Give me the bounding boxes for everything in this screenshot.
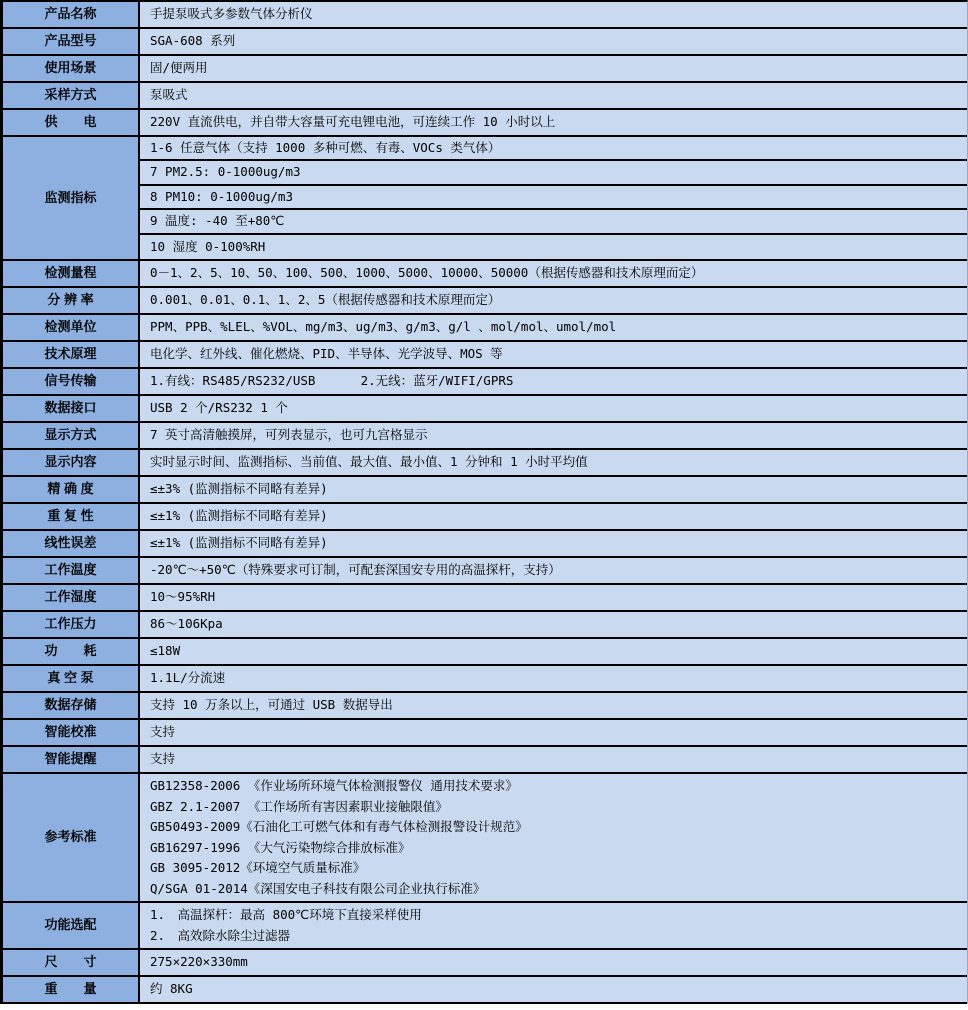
row-values xyxy=(140,612,967,637)
row-values xyxy=(140,531,967,556)
table-row xyxy=(3,531,967,558)
value-cell: SGA-608 系列 xyxy=(150,33,236,49)
value-cell: 支持 10 万条以上，可通过 USB 数据导出 xyxy=(150,697,393,713)
value-cell: 275×220×330mm xyxy=(150,954,248,970)
value-cell: 手提泵吸式多参数气体分析仪 xyxy=(150,6,313,22)
table-row xyxy=(3,56,967,83)
value-cell: 实时显示时间、监测指标、当前值、最大值、最小值、1 分钟和 1 小时平均值 xyxy=(150,454,588,470)
value-cell: ≤±3% (监测指标不同略有差异) xyxy=(150,481,328,497)
table-row xyxy=(3,29,967,56)
value-cell: 10 湿度 0-100%RH xyxy=(150,238,266,254)
row-label: 尺 寸 xyxy=(3,950,140,975)
row-label: 检测单位 xyxy=(3,315,140,340)
value-cell: 0.001、0.01、0.1、1、2、5（根据传感器和技术原理而定） xyxy=(150,292,501,308)
row-label: 检测量程 xyxy=(3,261,140,286)
row-values xyxy=(140,2,967,27)
row-label: 显示内容 xyxy=(3,450,140,475)
table-row xyxy=(3,369,967,396)
table-row xyxy=(3,342,967,369)
table-row xyxy=(3,288,967,315)
row-label: 精 确 度 xyxy=(3,477,140,502)
row-label: 信号传输 xyxy=(3,369,140,394)
row-label: 数据接口 xyxy=(3,396,140,421)
row-label: 监测指标 xyxy=(3,137,140,259)
row-label: 产品型号 xyxy=(3,29,140,54)
row-values xyxy=(140,504,967,529)
value-cell: 0－1、2、5、10、50、100、500、1000、5000、10000、50000（根据传感器和技术原理而定） xyxy=(150,265,704,281)
row-values xyxy=(140,977,967,1002)
value-cell: ≤±1% (监测指标不同略有差异) xyxy=(150,508,328,524)
table-row xyxy=(3,977,967,1004)
value-cell: 约 8KG xyxy=(150,981,193,997)
row-values xyxy=(140,29,967,54)
table-row xyxy=(3,423,967,450)
value-cell: PPM、PPB、%LEL、%VOL、mg/m3、ug/m3、g/m3、g/l 、mol/mol、umol/mol xyxy=(150,319,617,335)
row-values xyxy=(140,477,967,502)
table-row xyxy=(3,450,967,477)
row-values xyxy=(140,423,967,448)
value-cell: 电化学、红外线、催化燃烧、PID、半导体、光学波导、MOS 等 xyxy=(150,346,503,362)
value-cell: GB12358-2006 《作业场所环境气体检测报警仪 通用技术要求》 xyxy=(150,778,518,794)
row-values xyxy=(140,288,967,313)
row-label: 重 复 性 xyxy=(3,504,140,529)
table-row xyxy=(3,950,967,977)
row-values xyxy=(140,950,967,975)
table-row xyxy=(3,83,967,110)
row-values xyxy=(140,315,967,340)
value-cell: 220V 直流供电，并自带大容量可充电锂电池，可连续工作 10 小时以上 xyxy=(150,114,556,130)
row-label: 技术原理 xyxy=(3,342,140,367)
table-row xyxy=(3,558,967,585)
value-cell: 支持 xyxy=(150,724,176,740)
value-cell: 1-6 任意气体（支持 1000 多种可燃、有毒、VOCs 类气体） xyxy=(140,137,967,161)
row-values xyxy=(140,450,967,475)
row-label: 功能选配 xyxy=(3,903,140,948)
row-values xyxy=(140,693,967,718)
row-values xyxy=(140,903,967,948)
value-cell: 9 温度: -40 至+80℃ xyxy=(140,210,967,234)
value-cell: 固/便两用 xyxy=(150,60,208,76)
row-values xyxy=(140,342,967,367)
value-cell: 2. 高效除水除尘过滤器 xyxy=(150,927,291,943)
table-row xyxy=(3,504,967,531)
row-label: 工作温度 xyxy=(3,558,140,583)
row-values xyxy=(140,720,967,745)
table-row xyxy=(3,774,967,903)
table-row xyxy=(3,137,967,261)
value-cell: GB 3095-2012《环境空气质量标准》 xyxy=(150,860,366,876)
row-label: 显示方式 xyxy=(3,423,140,448)
row-label: 采样方式 xyxy=(3,83,140,108)
value-cell: 支持 xyxy=(150,751,176,767)
row-label: 工作压力 xyxy=(3,612,140,637)
value-cell: GB50493-2009《石油化工可燃气体和有毒气体检测报警设计规范》 xyxy=(150,819,528,835)
row-values xyxy=(140,56,967,81)
table-row xyxy=(3,720,967,747)
row-label: 产品名称 xyxy=(3,2,140,27)
row-label: 重 量 xyxy=(3,977,140,1002)
value-cell: 10～95%RH xyxy=(150,589,216,605)
row-values xyxy=(140,83,967,108)
row-label: 供 电 xyxy=(3,110,140,135)
row-values xyxy=(140,585,967,610)
value-cell: ≤±1% (监测指标不同略有差异) xyxy=(150,535,328,551)
row-values xyxy=(140,396,967,421)
value-cell: 7 PM2.5: 0-1000ug/m3 xyxy=(140,161,967,185)
value-cell: 1.有线：RS485/RS232/USB 2.无线：蓝牙/WIFI/GPRS xyxy=(150,373,514,389)
value-cell: 1.1L/分流速 xyxy=(150,670,226,686)
row-values xyxy=(140,110,967,135)
row-values xyxy=(140,639,967,664)
table-row xyxy=(3,585,967,612)
row-label: 智能提醒 xyxy=(3,747,140,772)
table-row xyxy=(3,261,967,288)
row-values xyxy=(140,666,967,691)
row-label: 线性误差 xyxy=(3,531,140,556)
value-cell: 8 PM10: 0-1000ug/m3 xyxy=(140,186,967,210)
row-values xyxy=(140,137,967,259)
table-row xyxy=(3,2,967,29)
value-cell: 7 英寸高清触摸屏，可列表显示，也可九宫格显示 xyxy=(150,427,428,443)
table-row xyxy=(3,612,967,639)
value-cell: 泵吸式 xyxy=(150,87,188,103)
value-cell: GBZ 2.1-2007 《工作场所有害因素职业接触限值》 xyxy=(150,798,448,814)
table-row xyxy=(3,666,967,693)
value-cell: 1. 高温探杆：最高 800℃环境下直接采样使用 xyxy=(150,907,422,923)
row-label: 工作湿度 xyxy=(3,585,140,610)
row-label: 真 空 泵 xyxy=(3,666,140,691)
value-cell: ≤18W xyxy=(150,643,181,659)
row-label: 智能校准 xyxy=(3,720,140,745)
row-values xyxy=(140,261,967,286)
value-cell: -20℃～+50℃（特殊要求可订制，可配套深国安专用的高温探杆，支持） xyxy=(150,562,561,578)
value-cell: Q/SGA 01-2014《深国安电子科技有限公司企业执行标准》 xyxy=(150,880,486,896)
row-label: 功 耗 xyxy=(3,639,140,664)
value-cell: 86～106Kpa xyxy=(150,616,223,632)
row-label: 数据存储 xyxy=(3,693,140,718)
table-row xyxy=(3,315,967,342)
value-cell: USB 2 个/RS232 1 个 xyxy=(150,400,288,416)
value-cell: GB16297-1996 《大气污染物综合排放标准》 xyxy=(150,839,411,855)
row-values xyxy=(140,558,967,583)
table-row xyxy=(3,639,967,666)
table-row xyxy=(3,477,967,504)
row-values xyxy=(140,747,967,772)
row-label: 参考标准 xyxy=(3,774,140,901)
row-values xyxy=(140,369,967,394)
row-values xyxy=(140,774,967,901)
table-row xyxy=(3,693,967,720)
table-row xyxy=(3,396,967,423)
table-row xyxy=(3,903,967,950)
table-row xyxy=(3,110,967,137)
row-label: 使用场景 xyxy=(3,56,140,81)
table-row xyxy=(3,747,967,774)
row-label: 分 辨 率 xyxy=(3,288,140,313)
